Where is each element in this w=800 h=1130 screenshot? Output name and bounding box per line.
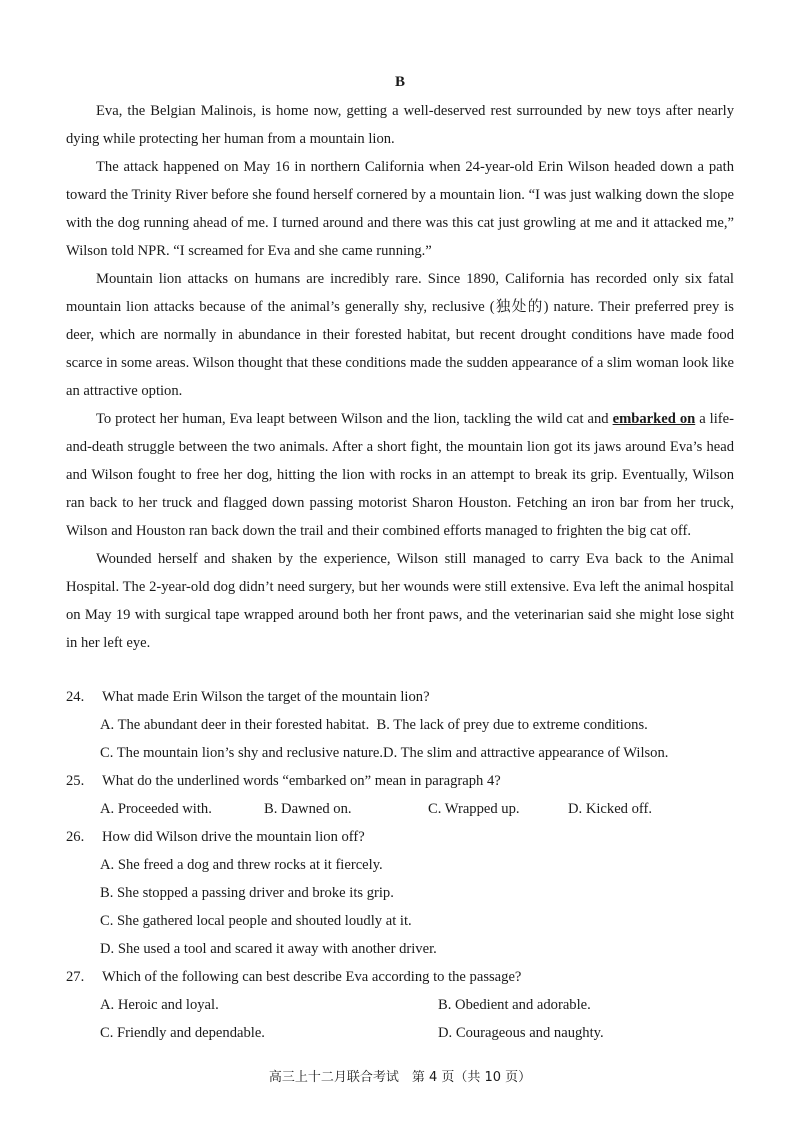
question-24 (66, 683, 746, 711)
question-27 (66, 963, 746, 991)
paragraph-4-end: a life-and-death struggle between the two animals. After a short fight, the mountain lion got its jaws around Eva’s head and Wilson fought to free her dog, hitting the lion with rocks in an attempt to break its grip. Eventually, Wilson ran back to her truck and flagged down passing motorist Sharon Houston. Fetching an iron bar from her truck, Wilson and Houston ran back down the trail and their combined efforts managed to frighten the big cat off. (66, 411, 734, 539)
underlined-keyword: embarked on (612, 411, 696, 427)
paragraph-5: Wounded herself and shaken by the experience, Wilson still managed to carry Eva back to the Animal Hospital. The 2-year-old dog didn’t need surgery, but her wounds were still extensive. Eva left the animal hospital on May 19 with surgical tape wrapped around both her front paws, and the veterinarian said she might lose sight in her left eye. (66, 551, 734, 651)
reading-passage (66, 97, 734, 657)
question-26 (66, 823, 746, 851)
section-heading: B (394, 74, 405, 90)
option-a: A. She freed a dog and threw rocks at it fiercely. (100, 857, 383, 873)
question-text: What do the underlined words “embarked on” mean in paragraph 4? (102, 773, 501, 789)
paragraph-3: Mountain lion attacks on humans are incredibly rare. Since 1890, California has recorded only six fatal mountain lion attacks because of the animal’s generally shy, reclusive (独处的) nature. Their preferred prey is deer, which are normally in abundance in their forested habitat, but recent drought conditions have made food scarce in some areas. Wilson thought that these conditions made the sudden appearance of a slim woman look like an attractive option. (66, 271, 734, 399)
question-25-options (66, 795, 746, 823)
question-number: 27. (66, 969, 85, 985)
paragraph-4-start: To protect her human, Eva leapt between Wilson and the lion, tackling the wild cat and (96, 411, 613, 427)
option-b: B. Dawned on. (264, 801, 352, 817)
option-d: D. The slim and attractive appearance of Wilson. (383, 745, 669, 761)
paragraph-1: Eva, the Belgian Malinois, is home now, getting a well-deserved rest surrounded by new toys after nearly dying while protecting her human from a mountain lion. (66, 103, 734, 147)
options-row (100, 711, 746, 739)
question-number: 24. (66, 689, 85, 705)
option-a: A. Heroic and loyal. (100, 997, 219, 1013)
question-number: 26. (66, 829, 85, 845)
question-text: What made Erin Wilson the target of the mountain lion? (102, 689, 430, 705)
question-25 (66, 767, 746, 795)
option-c: C. She gathered local people and shouted loudly at it. (100, 913, 412, 929)
option-a: A. Proceeded with. (100, 801, 212, 817)
question-number: 25. (66, 773, 85, 789)
option-c: C. Friendly and dependable. (100, 1025, 265, 1041)
option-d: D. Kicked off. (568, 801, 653, 817)
page-footer: 高三上十二月联合考试 第 4 页（共 10 页） (268, 1070, 532, 1085)
question-list (66, 683, 746, 1047)
option-d: D. She used a tool and scared it away with another driver. (100, 941, 437, 957)
option-d: D. Courageous and naughty. (438, 1025, 604, 1041)
paragraph-2: The attack happened on May 16 in northern California when 24-year-old Erin Wilson headed down a path toward the Trinity River before she found herself cornered by a mountain lion. “I was just walking down the slope with the dog running ahead of me. I turned around and there was this cat just growling at me and it attacked me,” Wilson told NPR. “I screamed for Eva and she came running.” (66, 159, 734, 259)
option-c: C. Wrapped up. (428, 801, 520, 817)
options-row (100, 1019, 746, 1047)
option-b: B. She stopped a passing driver and broke its grip. (100, 885, 394, 901)
question-text: How did Wilson drive the mountain lion off? (102, 829, 365, 845)
options-row (100, 991, 746, 1019)
question-text: Which of the following can best describe Eva according to the passage? (102, 969, 522, 985)
options-row (100, 739, 746, 767)
options-row (100, 795, 746, 823)
paragraph-4 (66, 405, 734, 545)
option-b: B. The lack of prey due to extreme conditions. (376, 717, 648, 733)
question-27-options (66, 991, 746, 1047)
question-26-options (66, 851, 746, 963)
option-a: A. The abundant deer in their forested habitat. (100, 717, 370, 733)
question-24-options (66, 711, 746, 767)
option-b: B. Obedient and adorable. (438, 997, 591, 1013)
option-c: C. The mountain lion’s shy and reclusive nature. (100, 745, 384, 761)
